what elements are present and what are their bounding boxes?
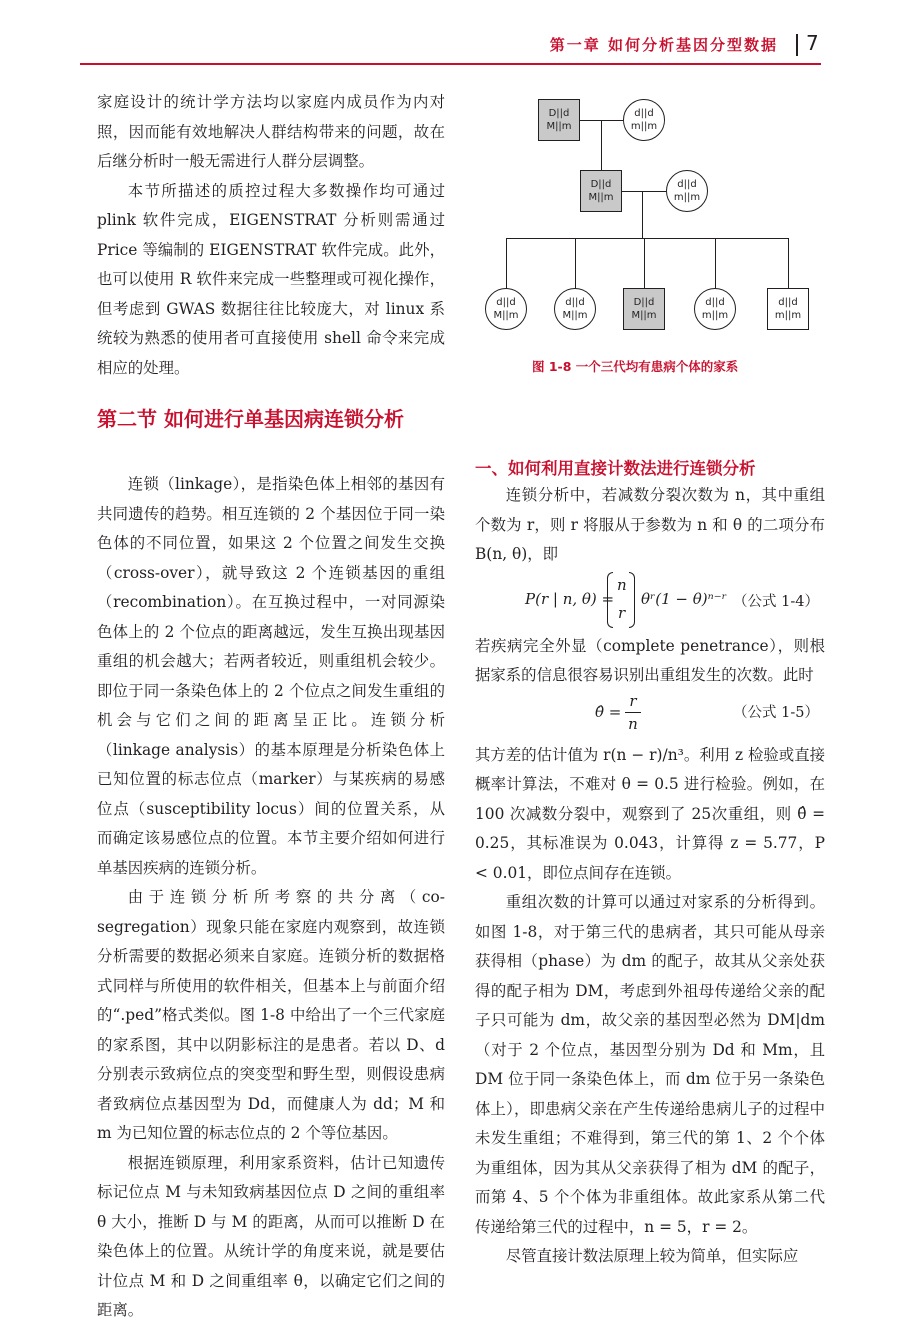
grandmother-circle: d||d m||m xyxy=(623,99,665,141)
child-line-4 xyxy=(715,238,716,290)
child-line-2 xyxy=(575,238,576,290)
child-2-circle: d||d M||m xyxy=(554,288,596,330)
child-3-affected-square: D||d M||m xyxy=(623,288,665,330)
formula-1-4-label: （公式 1-4） xyxy=(733,593,819,610)
father-affected-square: D||d M||m xyxy=(580,170,622,212)
left-paren xyxy=(607,572,613,628)
sibship-line xyxy=(506,238,789,239)
formula-1-5 xyxy=(475,691,825,739)
formula-1-5-lhs: θ̂ = xyxy=(595,702,622,721)
paragraph-qc: 本节所描述的质控过程大多数操作均可通过 plink 软件完成，EIGENSTRAT 分析则需通过 Price 等编制的 EIGENSTRAT 软件完成。此外，也可以使用 R 软件来完成一些整理或可视化操作，但考虑到 GWAS 数据往往比较庞大，对 linux 系统较为熟悉的使用者可直接使用 shell 命令来完成相应的处理。 xyxy=(97,181,445,377)
section-title: 第二节 如何进行单基因病连锁分析 xyxy=(97,407,404,431)
fraction xyxy=(625,691,641,734)
chapter-title: 第一章 如何分析基因分型数据 xyxy=(549,36,778,54)
binomial-coefficient xyxy=(607,572,635,630)
paragraph-variance: 其方差的估计值为 r(n − r)/n³。利用 z 检验或直接概率计算法，不难对 θ = 0.5 进行检验。例如，在 100 次减数分裂中，观察到了 25次重组，则 θ̂ = 0.25，其标准误为 0.043，计算得 z = 5.77，P < 0.01，即位点间存在连锁。 xyxy=(475,745,825,882)
right-column xyxy=(475,455,825,1272)
fraction-numerator: r xyxy=(629,691,637,710)
fraction-denominator: n xyxy=(628,714,638,733)
formula-1-5-label: （公式 1-5） xyxy=(733,704,819,721)
figure-caption: 图 1-8 一个三代均有患病个体的家系 xyxy=(532,359,739,374)
child-5-square: d||d m||m xyxy=(767,288,809,330)
formula-1-4-rhs: θʳ(1 − θ)ⁿ⁻ʳ xyxy=(641,589,727,608)
child-line-1 xyxy=(506,238,507,290)
binom-top: n xyxy=(617,575,627,594)
child-1-circle: d||d M||m xyxy=(485,288,527,330)
grandfather-affected-square: D||d M||m xyxy=(538,99,580,141)
paragraph-recombination-count: 重组次数的计算可以通过对家系的分析得到。如图 1-8，对于第三代的患病者，其只可能从母亲获得相（phase）为 dm 的配子，故其从父亲处获得的配子相为 DM，考虑到外祖母传递给父亲的配子只可能为 dm，故父亲的基因型必然为 DM|dm（对于 2 个位点，基因型分别为 Dd 和 Mm，且 DM 位于同一条染色体上，而 dm 位于另一条染色体上），即患病父亲在产生传递给患病儿子的过程中未发生重组；不难得到，第三代的第 1、2 个个体为重组体，因为其从父亲获得了相为 dM 的配子，而第 4、5 个个体为非重组体。故此家系从第二代传递给第三代的过程中，n = 5，r = 2。 xyxy=(475,893,825,1236)
binom-bottom: r xyxy=(618,603,626,622)
right-paren xyxy=(629,572,635,628)
child-line-5 xyxy=(788,238,789,290)
formula-1-4 xyxy=(475,572,825,632)
header-rule xyxy=(80,63,821,65)
mother-circle: d||d m||m xyxy=(666,170,708,212)
descent-line-gen2 xyxy=(642,191,643,238)
child-4-circle: d||d m||m xyxy=(694,288,736,330)
paragraph-binomial: 连锁分析中，若减数分裂次数为 n，其中重组个数为 r，则 r 将服从于参数为 n 和 θ 的二项分布 B(n, θ)，即 xyxy=(475,486,825,563)
formula-1-4-lhs: P(r | n, θ) = xyxy=(525,589,615,608)
header-divider xyxy=(796,34,798,56)
child-line-3 xyxy=(644,238,645,290)
marriage-line-gen2 xyxy=(622,191,666,192)
paragraph-continued: 尽管直接计数法原理上较为简单，但实际应 xyxy=(505,1247,799,1265)
paragraph-intro: 家庭设计的统计学方法均以家庭内成员作为内对照，因而能有效地解决人群结构带来的问题，故在后继分析时一般无需进行人群分层调整。 xyxy=(97,93,445,170)
pedigree-figure xyxy=(475,84,825,344)
paragraph-recombination-rate: 根据连锁原理，利用家系资料，估计已知遗传标记位点 M 与未知致病基因位点 D 之间的重组率 θ 大小，推断 D 与 M 的距离，从而可以推断 D 在染色体上的位置。从统计学的角度来说，就是要估计位点 M 和 D 之间重组率 θ，以确定它们之间的距离。 xyxy=(97,1153,445,1319)
paragraph-penetrance: 若疾病完全外显（complete penetrance），则根据家系的信息很容易识别出重组发生的次数。此时 xyxy=(475,636,825,684)
paragraph-linkage: 连锁（linkage），是指染色体上相邻的基因有共同遗传的趋势。相互连锁的 2 个基因位于同一染色体的不同位置，如果这 2 个位置之间发生交换（cross-over），就导致这 2 个连锁基因的重组（recombination）。在互换过程中，一对同源染色体上的 2 个位点的距离越远，发生互换出现基因重组的机会越大；若两者较近，则重组机会较少。即位于同一条染色体上的 2 个位点之间发生重组的机会与它们之间的距离呈正比。连锁分析（linkage analysis）的基本原理是分析染色体上已知位置的标志位点（marker）与某疾病的易感位点（susceptibility locus）间的位置关系，从而确定该易感位点的位置。本节主要介绍如何进行单基因疾病的连锁分析。 xyxy=(97,475,445,877)
paragraph-cosegregation: 由于连锁分析所考察的共分离（co-segregation）现象只能在家庭内观察到，故连锁分析需要的数据必须来自家庭。连锁分析的数据格式同样与所使用的软件相关，但基本上与前面介绍的“.ped”格式类似。图 1-8 中给出了一个三代家庭的家系图，其中以阴影标注的是患者。若以 D、d 分别表示致病位点的突变型和野生型，则假设患病者致病位点基因型为 Dd，而健康人为 dd；M 和 m 为已知位置的标志位点的 2 个等位基因。 xyxy=(97,888,445,1142)
subsection-title: 一、如何利用直接计数法进行连锁分析 xyxy=(475,459,756,478)
left-column xyxy=(97,88,445,1326)
fraction-bar xyxy=(625,712,641,713)
page-number: 7 xyxy=(806,31,819,55)
